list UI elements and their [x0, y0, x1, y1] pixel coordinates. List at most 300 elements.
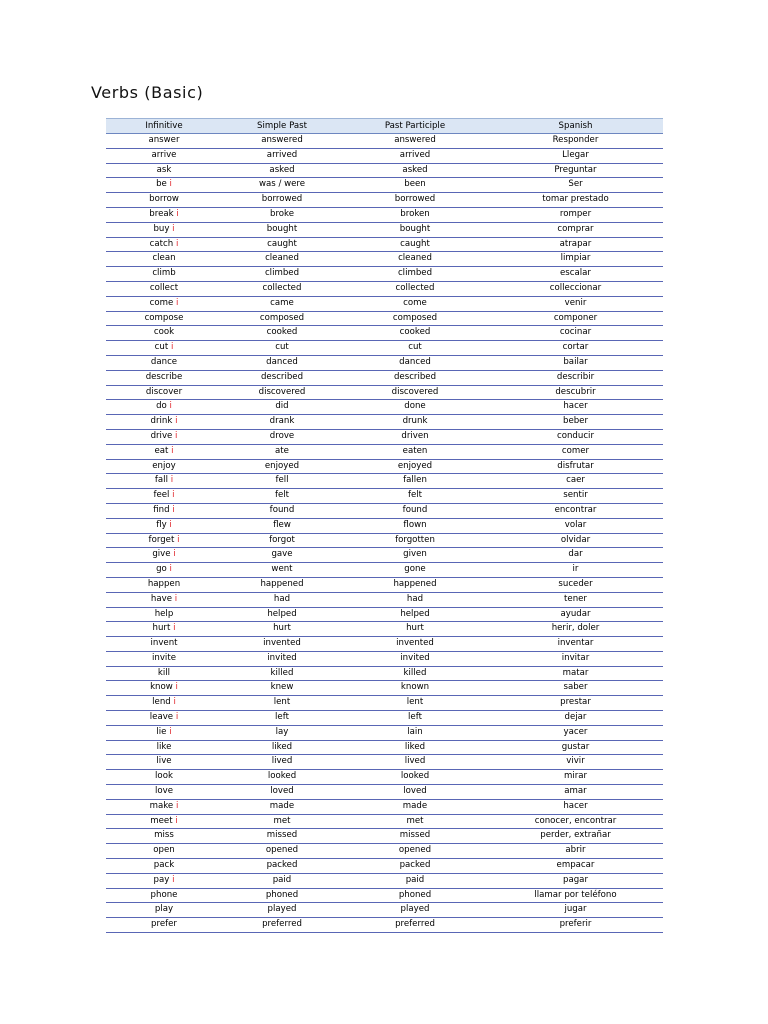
past-participle-cell: enjoyed	[342, 459, 488, 474]
simple-past-cell: forgot	[222, 533, 342, 548]
past-participle-cell: felt	[342, 489, 488, 504]
spanish-cell: descubrir	[488, 385, 663, 400]
past-participle-cell: found	[342, 503, 488, 518]
simple-past-cell: felt	[222, 489, 342, 504]
simple-past-cell: cooked	[222, 326, 342, 341]
past-participle-cell: answered	[342, 134, 488, 149]
infinitive-text: give	[152, 549, 171, 560]
spanish-cell: llamar por teléfono	[488, 888, 663, 903]
spanish-cell: jugar	[488, 903, 663, 918]
spanish-cell: matar	[488, 666, 663, 681]
past-participle-cell: phoned	[342, 888, 488, 903]
table-row	[106, 355, 663, 370]
table-row	[106, 770, 663, 785]
simple-past-cell: broke	[222, 207, 342, 222]
simple-past-cell: had	[222, 592, 342, 607]
infinitive-cell	[106, 222, 222, 237]
spanish-cell: caer	[488, 474, 663, 489]
simple-past-cell: killed	[222, 666, 342, 681]
infinitive-text: know	[150, 682, 173, 693]
header-spanish: Spanish	[488, 119, 663, 134]
header-simple-past: Simple Past	[222, 119, 342, 134]
infinitive-text: drink	[150, 416, 173, 427]
spanish-cell: herir, doler	[488, 622, 663, 637]
spanish-cell: bailar	[488, 355, 663, 370]
infinitive-text: describe	[145, 371, 183, 382]
past-participle-cell: known	[342, 681, 488, 696]
spanish-cell: componer	[488, 311, 663, 326]
simple-past-cell: flew	[222, 518, 342, 533]
infinitive-cell	[106, 533, 222, 548]
table-row	[106, 577, 663, 592]
infinitive-cell	[106, 178, 222, 193]
infinitive-text: invent	[150, 638, 178, 649]
simple-past-cell: hurt	[222, 622, 342, 637]
infinitive-cell	[106, 844, 222, 859]
spanish-cell: encontrar	[488, 503, 663, 518]
infinitive-text: lie	[156, 726, 167, 737]
table-row	[106, 163, 663, 178]
spanish-cell: dejar	[488, 711, 663, 726]
spanish-cell: suceder	[488, 577, 663, 592]
infinitive-cell	[106, 785, 222, 800]
infinitive-cell	[106, 267, 222, 282]
table-row	[106, 281, 663, 296]
past-participle-cell: arrived	[342, 148, 488, 163]
infinitive-text: answer	[148, 135, 180, 145]
infinitive-text: discover	[145, 386, 183, 397]
table-row	[106, 725, 663, 740]
simple-past-cell: bought	[222, 222, 342, 237]
simple-past-cell: preferred	[222, 918, 342, 933]
infinitive-cell	[106, 400, 222, 415]
simple-past-cell: paid	[222, 873, 342, 888]
spanish-cell: conducir	[488, 429, 663, 444]
infinitive-cell	[106, 474, 222, 489]
irregular-marker: i	[172, 504, 175, 515]
spanish-cell: preferir	[488, 918, 663, 933]
simple-past-cell: went	[222, 563, 342, 578]
infinitive-text: kill	[157, 667, 171, 678]
spanish-cell: volar	[488, 518, 663, 533]
simple-past-cell: answered	[222, 134, 342, 149]
simple-past-cell: happened	[222, 577, 342, 592]
infinitive-cell	[106, 370, 222, 385]
table-row	[106, 252, 663, 267]
spanish-cell: tomar prestado	[488, 193, 663, 208]
irregular-marker: i	[169, 564, 172, 575]
table-row	[106, 829, 663, 844]
past-participle-cell: fallen	[342, 474, 488, 489]
table-row	[106, 622, 663, 637]
infinitive-cell	[106, 415, 222, 430]
spanish-cell: romper	[488, 207, 663, 222]
infinitive-text: leave	[149, 712, 174, 723]
infinitive-cell	[106, 296, 222, 311]
past-participle-cell: invited	[342, 651, 488, 666]
spanish-cell: amar	[488, 785, 663, 800]
simple-past-cell: asked	[222, 163, 342, 178]
infinitive-text: phone	[150, 889, 178, 900]
spanish-cell: conocer, encontrar	[488, 814, 663, 829]
past-participle-cell: discovered	[342, 385, 488, 400]
spanish-cell: Preguntar	[488, 163, 663, 178]
simple-past-cell: arrived	[222, 148, 342, 163]
infinitive-cell	[106, 651, 222, 666]
spanish-cell: comprar	[488, 222, 663, 237]
table-row	[106, 237, 663, 252]
infinitive-text: prefer	[151, 919, 177, 930]
table-row	[106, 207, 663, 222]
past-participle-cell: hurt	[342, 622, 488, 637]
spanish-cell: ir	[488, 563, 663, 578]
past-participle-cell: packed	[342, 859, 488, 874]
table-row	[106, 429, 663, 444]
past-participle-cell: cut	[342, 341, 488, 356]
infinitive-text: cook	[153, 327, 175, 338]
spanish-cell: gustar	[488, 740, 663, 755]
infinitive-text: fly	[156, 519, 167, 530]
infinitive-text: meet	[150, 815, 173, 826]
infinitive-text: pay	[153, 874, 170, 885]
infinitive-cell	[106, 444, 222, 459]
simple-past-cell: met	[222, 814, 342, 829]
spanish-cell: olvidar	[488, 533, 663, 548]
infinitive-cell	[106, 489, 222, 504]
table-row	[106, 222, 663, 237]
spanish-cell: perder, extrañar	[488, 829, 663, 844]
infinitive-text: invite	[152, 652, 176, 663]
table-row	[106, 666, 663, 681]
past-participle-cell: asked	[342, 163, 488, 178]
simple-past-cell: lay	[222, 725, 342, 740]
irregular-marker: i	[175, 430, 178, 441]
spanish-cell: empacar	[488, 859, 663, 874]
irregular-marker: i	[172, 490, 175, 501]
table-row	[106, 459, 663, 474]
infinitive-cell	[106, 888, 222, 903]
header-past-participle: Past Participle	[342, 119, 488, 134]
spanish-cell: hacer	[488, 400, 663, 415]
table-row	[106, 681, 663, 696]
infinitive-cell	[106, 918, 222, 933]
past-participle-cell: helped	[342, 607, 488, 622]
table-row	[106, 799, 663, 814]
past-participle-cell: lent	[342, 696, 488, 711]
table-row	[106, 785, 663, 800]
infinitive-cell	[106, 563, 222, 578]
spanish-cell: inventar	[488, 637, 663, 652]
infinitive-cell	[106, 134, 222, 149]
past-participle-cell: preferred	[342, 918, 488, 933]
simple-past-cell: helped	[222, 607, 342, 622]
irregular-marker: i	[176, 297, 179, 308]
spanish-cell: abrir	[488, 844, 663, 859]
infinitive-text: live	[156, 756, 172, 767]
spanish-cell: sentir	[488, 489, 663, 504]
infinitive-text: come	[149, 297, 174, 308]
spanish-cell: hacer	[488, 799, 663, 814]
table-row	[106, 311, 663, 326]
past-participle-cell: composed	[342, 311, 488, 326]
past-participle-cell: lain	[342, 725, 488, 740]
infinitive-text: dance	[150, 356, 178, 367]
table-row	[106, 296, 663, 311]
past-participle-cell: broken	[342, 207, 488, 222]
infinitive-cell	[106, 577, 222, 592]
infinitive-cell	[106, 341, 222, 356]
table-row	[106, 755, 663, 770]
simple-past-cell: loved	[222, 785, 342, 800]
irregular-marker: i	[175, 712, 179, 723]
infinitive-cell	[106, 711, 222, 726]
simple-past-cell: fell	[222, 474, 342, 489]
simple-past-cell: enjoyed	[222, 459, 342, 474]
irregular-marker: i	[175, 800, 179, 811]
irregular-marker: i	[173, 549, 176, 560]
infinitive-cell	[106, 607, 222, 622]
spanish-cell: comer	[488, 444, 663, 459]
past-participle-cell: drunk	[342, 415, 488, 430]
table-row	[106, 859, 663, 874]
infinitive-cell	[106, 696, 222, 711]
infinitive-text: forget	[148, 534, 175, 545]
simple-past-cell: gave	[222, 548, 342, 563]
irregular-marker: i	[175, 815, 178, 826]
simple-past-cell: drove	[222, 429, 342, 444]
table-row	[106, 267, 663, 282]
irregular-marker: i	[169, 179, 172, 190]
infinitive-cell	[106, 385, 222, 400]
table-row	[106, 134, 663, 149]
infinitive-text: lend	[152, 697, 171, 708]
table-row	[106, 193, 663, 208]
past-participle-cell: lived	[342, 755, 488, 770]
past-participle-cell: described	[342, 370, 488, 385]
table-row	[106, 814, 663, 829]
infinitive-cell	[106, 725, 222, 740]
table-body	[106, 134, 663, 933]
past-participle-cell: happened	[342, 577, 488, 592]
irregular-marker: i	[169, 401, 172, 412]
spanish-cell: Responder	[488, 134, 663, 149]
past-participle-cell: met	[342, 814, 488, 829]
simple-past-cell: lent	[222, 696, 342, 711]
past-participle-cell: been	[342, 178, 488, 193]
infinitive-cell	[106, 148, 222, 163]
infinitive-cell	[106, 681, 222, 696]
simple-past-cell: was / were	[222, 178, 342, 193]
simple-past-cell: collected	[222, 281, 342, 296]
simple-past-cell: lived	[222, 755, 342, 770]
table-row	[106, 548, 663, 563]
simple-past-cell: climbed	[222, 267, 342, 282]
spanish-cell: ayudar	[488, 607, 663, 622]
infinitive-cell	[106, 548, 222, 563]
infinitive-text: drive	[150, 430, 173, 441]
spanish-cell: colleccionar	[488, 281, 663, 296]
infinitive-text: miss	[154, 830, 174, 841]
infinitive-cell	[106, 193, 222, 208]
verbs-table	[106, 118, 663, 933]
past-participle-cell: invented	[342, 637, 488, 652]
infinitive-text: find	[153, 504, 170, 515]
table-row	[106, 637, 663, 652]
infinitive-text: collect	[149, 282, 179, 293]
spanish-cell: cocinar	[488, 326, 663, 341]
irregular-marker: i	[175, 238, 179, 249]
simple-past-cell: danced	[222, 355, 342, 370]
table-row	[106, 533, 663, 548]
simple-past-cell: caught	[222, 237, 342, 252]
spanish-cell: atrapar	[488, 237, 663, 252]
spanish-cell: venir	[488, 296, 663, 311]
infinitive-text: cut	[154, 342, 169, 353]
irregular-marker: i	[175, 416, 178, 427]
past-participle-cell: left	[342, 711, 488, 726]
simple-past-cell: came	[222, 296, 342, 311]
past-participle-cell: played	[342, 903, 488, 918]
past-participle-cell: made	[342, 799, 488, 814]
infinitive-text: do	[156, 401, 167, 412]
simple-past-cell: composed	[222, 311, 342, 326]
infinitive-text: look	[155, 771, 173, 782]
infinitive-text: love	[154, 786, 174, 797]
irregular-marker: i	[170, 475, 174, 486]
past-participle-cell: borrowed	[342, 193, 488, 208]
past-participle-cell: cooked	[342, 326, 488, 341]
table-row	[106, 385, 663, 400]
simple-past-cell: liked	[222, 740, 342, 755]
infinitive-cell	[106, 355, 222, 370]
infinitive-text: hurt	[152, 623, 171, 634]
table-row	[106, 918, 663, 933]
infinitive-text: feel	[153, 490, 170, 501]
infinitive-cell	[106, 799, 222, 814]
past-participle-cell: loved	[342, 785, 488, 800]
spanish-cell: disfrutar	[488, 459, 663, 474]
past-participle-cell: missed	[342, 829, 488, 844]
infinitive-text: break	[149, 208, 174, 219]
table-row	[106, 844, 663, 859]
infinitive-text: help	[154, 608, 174, 619]
simple-past-cell: knew	[222, 681, 342, 696]
infinitive-cell	[106, 518, 222, 533]
past-participle-cell: cleaned	[342, 252, 488, 267]
infinitive-cell	[106, 237, 222, 252]
table-row	[106, 518, 663, 533]
table-row	[106, 696, 663, 711]
irregular-marker: i	[174, 593, 178, 604]
infinitive-text: ask	[156, 164, 172, 175]
simple-past-cell: played	[222, 903, 342, 918]
spanish-cell: escalar	[488, 267, 663, 282]
table-row	[106, 503, 663, 518]
table-row	[106, 711, 663, 726]
infinitive-text: open	[153, 845, 175, 856]
infinitive-text: eat	[154, 445, 169, 456]
spanish-cell: prestar	[488, 696, 663, 711]
past-participle-cell: opened	[342, 844, 488, 859]
past-participle-cell: danced	[342, 355, 488, 370]
spanish-cell: Ser	[488, 178, 663, 193]
infinitive-cell	[106, 740, 222, 755]
table-row	[106, 651, 663, 666]
simple-past-cell: discovered	[222, 385, 342, 400]
infinitive-cell	[106, 207, 222, 222]
irregular-marker: i	[169, 726, 172, 737]
table-row	[106, 607, 663, 622]
table-row	[106, 400, 663, 415]
infinitive-cell	[106, 459, 222, 474]
past-participle-cell: eaten	[342, 444, 488, 459]
infinitive-cell	[106, 814, 222, 829]
table-row	[106, 341, 663, 356]
table-header	[106, 119, 663, 134]
infinitive-cell	[106, 903, 222, 918]
simple-past-cell: cut	[222, 341, 342, 356]
past-participle-cell: collected	[342, 281, 488, 296]
spanish-cell: yacer	[488, 725, 663, 740]
simple-past-cell: invented	[222, 637, 342, 652]
table-row	[106, 888, 663, 903]
table-row	[106, 873, 663, 888]
infinitive-cell	[106, 770, 222, 785]
spanish-cell: invitar	[488, 651, 663, 666]
infinitive-cell	[106, 281, 222, 296]
table-row	[106, 178, 663, 193]
spanish-cell: limpiar	[488, 252, 663, 267]
infinitive-text: compose	[144, 312, 184, 323]
simple-past-cell: found	[222, 503, 342, 518]
spanish-cell: dar	[488, 548, 663, 563]
simple-past-cell: missed	[222, 829, 342, 844]
table-row	[106, 563, 663, 578]
simple-past-cell: borrowed	[222, 193, 342, 208]
spanish-cell: vivir	[488, 755, 663, 770]
spanish-cell: mirar	[488, 770, 663, 785]
infinitive-text: fall	[154, 475, 168, 486]
infinitive-cell	[106, 873, 222, 888]
irregular-marker: i	[173, 697, 176, 708]
infinitive-cell	[106, 592, 222, 607]
irregular-marker: i	[169, 519, 172, 530]
past-participle-cell: bought	[342, 222, 488, 237]
infinitive-cell	[106, 311, 222, 326]
infinitive-text: be	[156, 179, 167, 190]
infinitive-text: clean	[152, 253, 176, 264]
irregular-marker: i	[177, 534, 180, 545]
irregular-marker: i	[171, 445, 174, 456]
simple-past-cell: looked	[222, 770, 342, 785]
infinitive-cell	[106, 503, 222, 518]
irregular-marker: i	[170, 342, 174, 353]
simple-past-cell: did	[222, 400, 342, 415]
spanish-cell: cortar	[488, 341, 663, 356]
past-participle-cell: given	[342, 548, 488, 563]
simple-past-cell: made	[222, 799, 342, 814]
infinitive-text: make	[149, 800, 174, 811]
table-row	[106, 740, 663, 755]
infinitive-text: buy	[153, 223, 170, 234]
table-row	[106, 474, 663, 489]
simple-past-cell: drank	[222, 415, 342, 430]
simple-past-cell: described	[222, 370, 342, 385]
infinitive-cell	[106, 637, 222, 652]
past-participle-cell: done	[342, 400, 488, 415]
infinitive-text: play	[154, 904, 174, 915]
past-participle-cell: driven	[342, 429, 488, 444]
